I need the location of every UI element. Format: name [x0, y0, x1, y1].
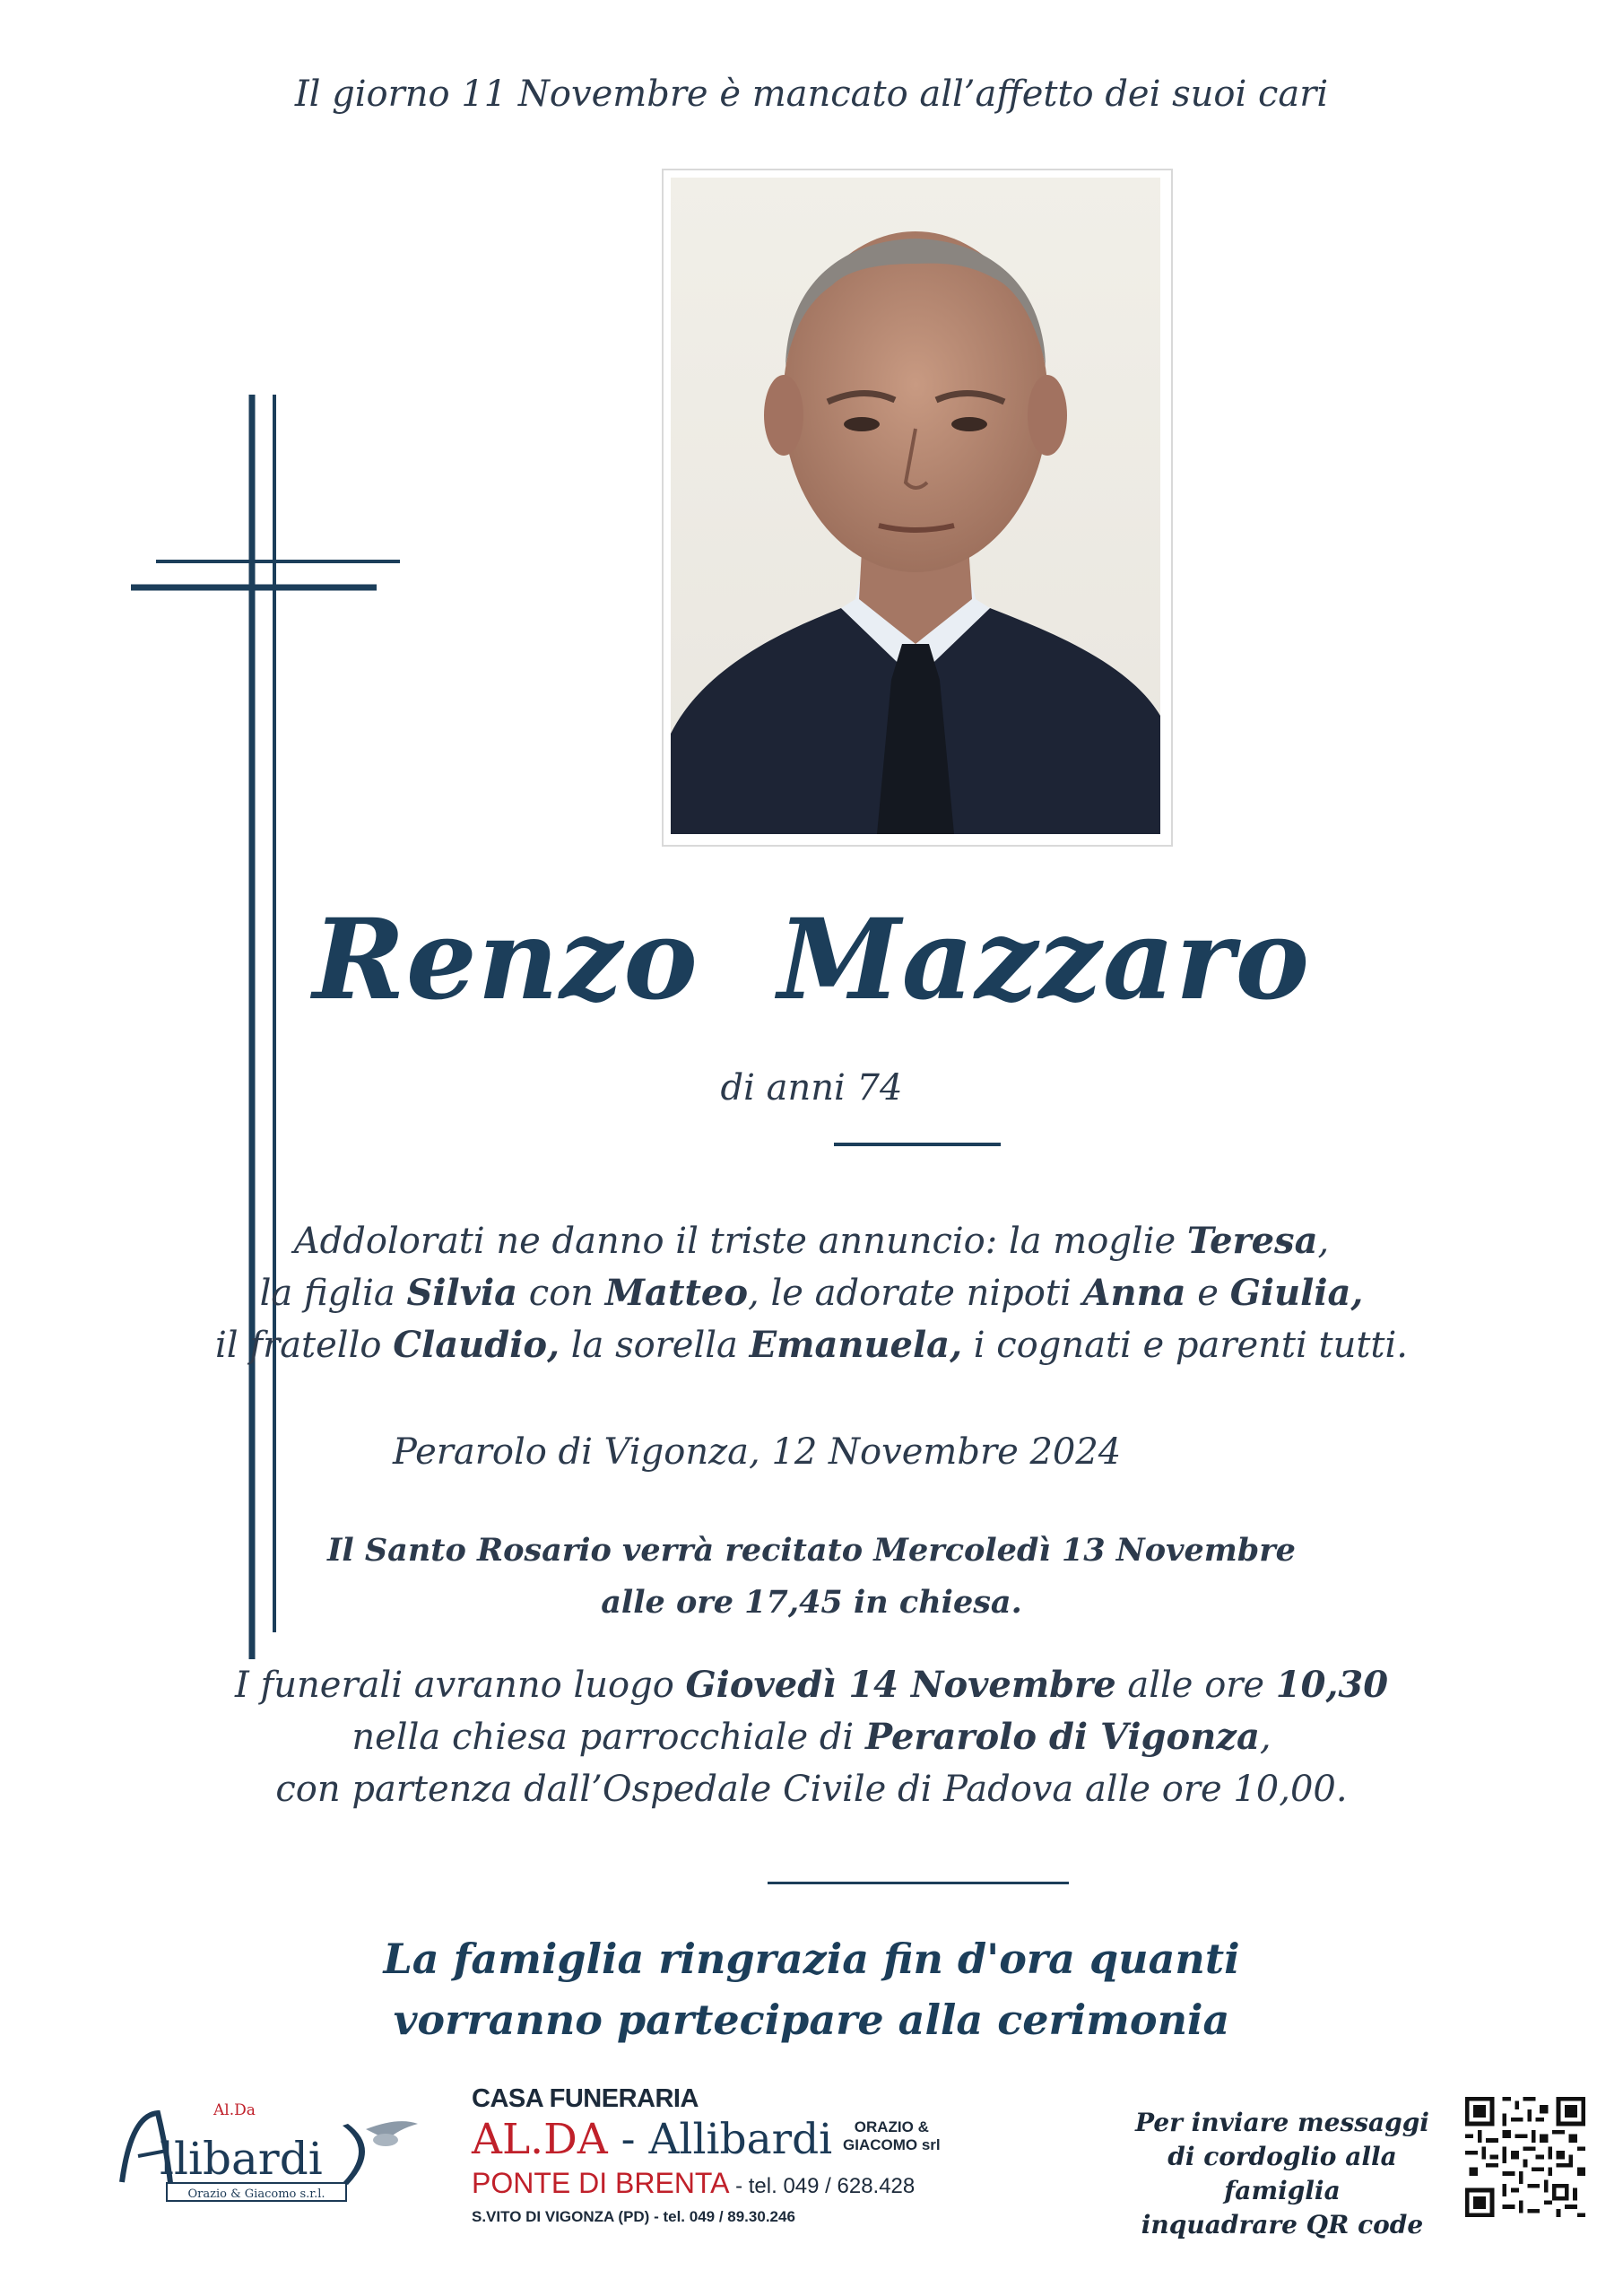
intro-text: Il giorno 11 Novembre è mancato all’affetto dei suoi cari — [294, 74, 1329, 115]
thanks-line-1: La famiglia ringrazia fin d'ora quanti — [383, 1935, 1240, 1983]
funeral-line-3: con partenza dall’Ospedale Civile di Padova alle ore 10,00. — [275, 1769, 1348, 1810]
brand-navy: Allibardi — [648, 2115, 833, 2164]
funeral-info — [0, 1659, 1623, 1815]
portrait-photo — [671, 178, 1160, 834]
qr-text-line-2: di cordoglio alla famiglia — [1167, 2142, 1397, 2205]
thanks-message — [0, 1928, 1623, 2050]
announcement-line-1: Addolorati ne danno il triste annuncio: la moglie Teresa, — [293, 1220, 1330, 1262]
funeral-line-1: I funerali avranno luogo Giovedì 14 Novembre alle ore 10,30 — [234, 1664, 1389, 1706]
ponte-name: PONTE DI BRENTA — [472, 2167, 730, 2199]
logo-sub-text: Orazio & Giacomo s.r.l. — [187, 2187, 325, 2201]
rosary-info — [0, 1525, 1623, 1629]
brand-sub-1: ORAZIO & — [854, 2118, 929, 2135]
funeral-line-2: nella chiesa parrocchiale di Perarolo di Vigonza, — [352, 1716, 1271, 1758]
place-date: Perarolo di Vigonza, 12 Novembre 2024 — [393, 1431, 1122, 1473]
svito-address: S.VITO DI VIGONZA (PD) - tel. 049 / 89.30.246 — [472, 2208, 795, 2225]
ponte-address — [472, 2167, 915, 2200]
rosary-line-2: alle ore 17,45 in chiesa. — [601, 1584, 1022, 1621]
cross-icon — [126, 395, 412, 1659]
announcement — [0, 1215, 1623, 1371]
rosary-line-1: Il Santo Rosario verrà recitato Mercoledì 13 Novembre — [327, 1532, 1296, 1569]
qr-instructions — [1112, 2106, 1453, 2242]
qr-code-icon[interactable] — [1465, 2097, 1585, 2217]
deceased-name: Renzo Mazzaro — [312, 895, 1311, 1025]
brand-red: AL.DA — [472, 2115, 608, 2164]
logo-main-text: llibardi — [160, 2133, 323, 2185]
allibardi-logo — [113, 2097, 432, 2205]
age-text: di anni 74 — [720, 1067, 903, 1109]
brand-separator: - — [607, 2115, 649, 2164]
qr-text-line-1: Per inviare messaggi — [1135, 2108, 1429, 2137]
brand-name — [472, 2115, 832, 2164]
announcement-line-2: la figlia Silvia con Matteo, le adorate nipoti Anna e Giulia, — [259, 1272, 1364, 1314]
casa-funeraria-label: CASA FUNERARIA — [472, 2084, 699, 2113]
divider — [768, 1882, 1069, 1884]
divider — [834, 1143, 1001, 1146]
ponte-phone: - tel. 049 / 628.428 — [729, 2174, 916, 2198]
thanks-line-2: vorranno partecipare alla cerimonia — [393, 1996, 1230, 2044]
brand-sub-2: GIACOMO srl — [843, 2136, 941, 2153]
logo-top-text: Al.Da — [213, 2101, 256, 2119]
announcement-line-3: il fratello Claudio, la sorella Emanuela, i cognati e parenti tutti. — [214, 1324, 1408, 1366]
qr-text-line-3: inquadrare QR code — [1141, 2210, 1424, 2239]
brand-subtitle — [843, 2118, 941, 2154]
